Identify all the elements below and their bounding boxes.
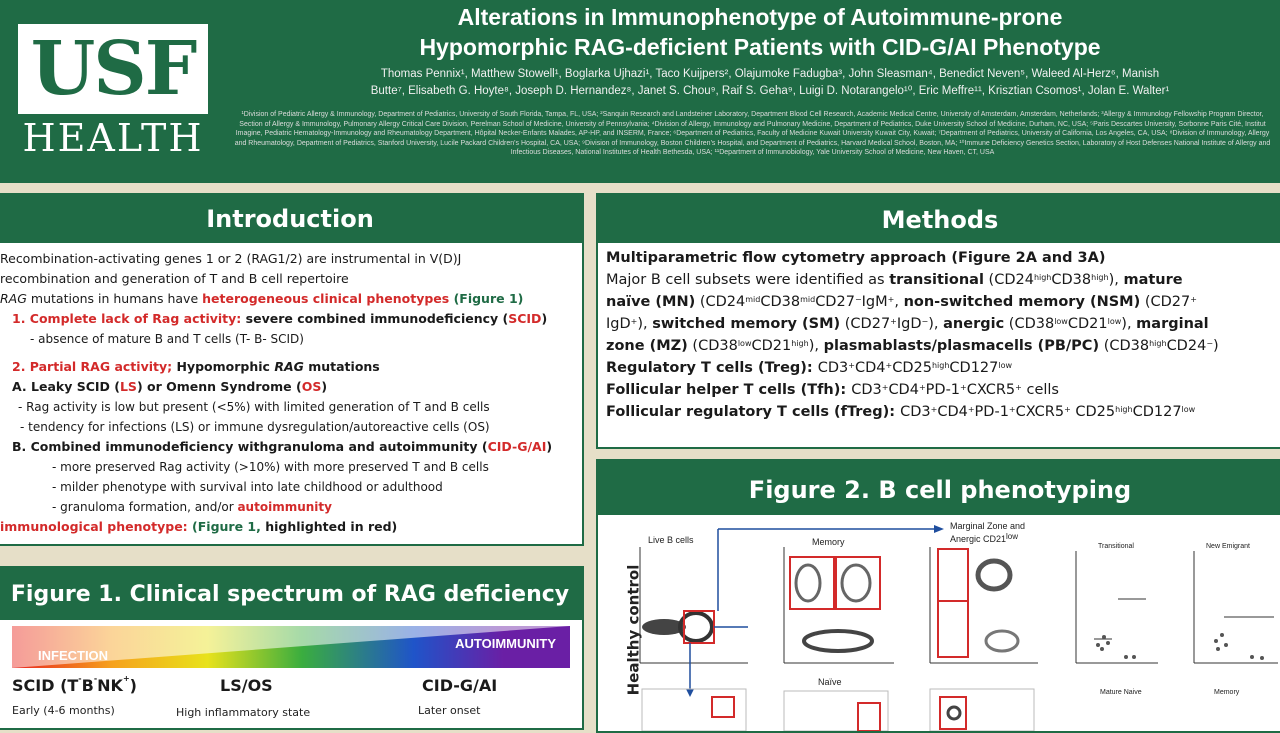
intro-highlight: heterogeneous clinical phenotypes bbox=[202, 291, 450, 306]
superscript: high bbox=[791, 339, 809, 348]
superscript: - bbox=[93, 674, 98, 683]
subset-name: anergic bbox=[943, 316, 1005, 332]
intro-line: - Rag activity is low but present (<5%) with limited generation of T and B cells bbox=[18, 400, 490, 414]
methods-text: ), bbox=[1108, 272, 1124, 288]
memory-label: Memory bbox=[812, 537, 845, 547]
figure-2-panel bbox=[596, 459, 1280, 733]
methods-text: PD-1 bbox=[974, 404, 1009, 420]
methods-text: ), bbox=[808, 338, 824, 354]
introduction-body bbox=[0, 243, 582, 537]
figure-2-heading: Figure 2. B cell phenotyping bbox=[598, 461, 1280, 515]
intro-text: highlighted in red) bbox=[265, 519, 398, 534]
plot-frame bbox=[642, 689, 746, 731]
subset-name: Follicular regulatory T cells (fTreg): bbox=[606, 404, 901, 420]
superscript: low bbox=[737, 339, 752, 348]
gate bbox=[940, 697, 966, 729]
intro-text: mutations bbox=[303, 359, 380, 374]
subset-name: non-switched memory (NSM) bbox=[903, 294, 1141, 310]
mz-label: Marginal Zone and bbox=[950, 521, 1026, 531]
intro-line bbox=[0, 377, 582, 397]
gate bbox=[938, 601, 968, 657]
superscript: + bbox=[960, 383, 967, 392]
intro-line bbox=[0, 517, 582, 537]
intro-highlight: immunological phenotype: bbox=[0, 519, 193, 534]
superscript: low bbox=[998, 361, 1013, 370]
intro-text: - granuloma formation, and/or bbox=[52, 500, 238, 514]
methods-text: CD25 bbox=[1070, 404, 1116, 420]
authors-line-2: Butte⁷, Elisabeth G. Hoyte⁸, Joseph D. Hernandez⁸, Janet S. Chou⁹, Raif S. Geha⁹, Luigi D. Notarangelo¹⁰, Eric Meffre¹¹, Krisztian Csomos¹, Jolan E. Walter¹ bbox=[370, 85, 1170, 97]
methods-text: CD25 bbox=[892, 360, 932, 376]
methods-line bbox=[606, 313, 1280, 335]
data-point bbox=[1260, 656, 1264, 660]
transitional-dotplot bbox=[1076, 551, 1158, 663]
superscript: high bbox=[1091, 273, 1109, 282]
methods-text: (CD27 bbox=[840, 316, 891, 332]
scid-onset: Early (4-6 months) bbox=[12, 704, 115, 717]
intro-highlight: autoimmunity bbox=[237, 500, 332, 514]
methods-panel bbox=[596, 193, 1280, 449]
methods-text: (CD24 bbox=[983, 272, 1034, 288]
methods-text: IgD bbox=[896, 316, 922, 332]
methods-text: IgD bbox=[606, 316, 631, 332]
superscript: + bbox=[887, 295, 895, 304]
superscript: − bbox=[854, 295, 862, 304]
methods-line bbox=[606, 335, 1280, 357]
live-b-plot bbox=[640, 525, 944, 697]
methods-line bbox=[606, 269, 1280, 291]
cell-population bbox=[804, 631, 872, 651]
logo-usf-text: USF bbox=[30, 26, 196, 112]
subset-name: plasmablasts/plasmacells (PB/PC) bbox=[823, 338, 1100, 354]
intro-line: recombination and generation of T and B cell repertoire bbox=[0, 271, 349, 286]
figure-ref: (Figure 1, bbox=[192, 519, 266, 534]
methods-line bbox=[606, 357, 1280, 379]
superscript: high bbox=[1115, 405, 1133, 414]
methods-text: (CD38 bbox=[1099, 338, 1150, 354]
mature-naive-label: Mature Naive bbox=[1100, 689, 1142, 696]
intro-line: Recombination-activating genes 1 or 2 (RAG1/2) are instrumental in V(D)J bbox=[0, 251, 462, 266]
intro-text: RAG bbox=[274, 359, 304, 374]
cell-population bbox=[842, 565, 870, 601]
methods-text: CD24 bbox=[1166, 338, 1207, 354]
intro-text: RAG bbox=[0, 291, 27, 306]
subset-name: naïve (MN) bbox=[606, 294, 696, 310]
intro-text: A. Leaky SCID ( bbox=[12, 379, 120, 394]
superscript: + bbox=[1015, 383, 1022, 392]
author-list bbox=[300, 66, 1240, 100]
intro-text: Hypomorphic bbox=[176, 359, 275, 374]
subset-name: Follicular helper T cells (Tfh): bbox=[606, 382, 852, 398]
poster-header bbox=[0, 0, 1280, 183]
plot-frame bbox=[784, 691, 888, 731]
clinical-spectrum-gradient bbox=[12, 626, 570, 668]
superscript: − bbox=[1206, 339, 1214, 348]
plot-frame bbox=[930, 689, 1034, 731]
intro-text: severe combined immunodeficiency ( bbox=[245, 311, 509, 326]
gate bbox=[712, 697, 734, 717]
intro-text: B. Combined immunodeficiency withgranuloma and autoimmunity ( bbox=[12, 439, 488, 454]
subset-name: transitional bbox=[889, 272, 984, 288]
superscript: + bbox=[122, 674, 130, 683]
data-point bbox=[1220, 633, 1224, 637]
methods-text: , bbox=[894, 294, 904, 310]
superscript: + bbox=[630, 317, 638, 326]
poster-title bbox=[260, 2, 1260, 62]
data-point bbox=[1216, 647, 1220, 651]
methods-text: CD4 bbox=[854, 360, 886, 376]
superscript: + bbox=[848, 361, 855, 370]
intro-line bbox=[0, 309, 582, 329]
category-text: B bbox=[81, 676, 94, 695]
methods-text: CXCR5 bbox=[1015, 404, 1065, 420]
data-point bbox=[1102, 635, 1106, 639]
intro-line bbox=[0, 437, 582, 457]
superscript: high bbox=[931, 361, 950, 370]
superscript: + bbox=[1008, 405, 1016, 414]
intro-line bbox=[0, 497, 582, 517]
gate bbox=[858, 703, 880, 731]
superscript: high bbox=[1149, 339, 1167, 348]
superscript: mid bbox=[745, 295, 761, 304]
superscript: high bbox=[1033, 273, 1052, 282]
methods-text: (CD27 bbox=[1140, 294, 1191, 310]
title-line-2: Hypomorphic RAG-deficient Patients with CID-G/AI Phenotype bbox=[419, 34, 1101, 60]
data-point bbox=[1096, 643, 1100, 647]
figure-1-heading: Figure 1. Clinical spectrum of RAG deficiency bbox=[0, 568, 582, 620]
intro-text: ) bbox=[321, 379, 328, 394]
cell-population bbox=[986, 631, 1018, 651]
intro-text: mutations in humans have bbox=[26, 291, 203, 306]
infection-label: INFECTION bbox=[38, 648, 109, 663]
superscript: + bbox=[1064, 405, 1071, 414]
intro-line: - absence of mature B and T cells (T- B- SCID) bbox=[30, 332, 304, 346]
intro-line: - tendency for infections (LS) or immune dysregulation/autoreactive cells (OS) bbox=[20, 420, 490, 434]
intro-line: - milder phenotype with survival into late childhood or adulthood bbox=[52, 480, 443, 494]
methods-text: CD3 bbox=[817, 360, 849, 376]
intro-highlight: 2. Partial RAG activity; bbox=[12, 359, 177, 374]
naive-label: Naïve bbox=[818, 677, 842, 687]
cell-population bbox=[796, 565, 820, 601]
methods-text: ) bbox=[1213, 338, 1219, 354]
methods-body bbox=[598, 243, 1280, 423]
data-point bbox=[1132, 655, 1136, 659]
methods-text: (CD24 bbox=[695, 294, 746, 310]
data-point bbox=[1100, 647, 1104, 651]
methods-text: ), bbox=[637, 316, 653, 332]
superscript: low bbox=[1054, 317, 1068, 326]
methods-text: CD4 bbox=[937, 404, 968, 420]
methods-text: CXCR5 bbox=[966, 382, 1016, 398]
title-line-1: Alterations in Immunophenotype of Autoimmune-prone bbox=[457, 4, 1063, 30]
live-b-cells-label: Live B cells bbox=[648, 535, 694, 545]
methods-text: CD127 bbox=[949, 360, 999, 376]
methods-text: CD38 bbox=[760, 294, 801, 310]
ls-os-state: High inflammatory state bbox=[176, 706, 311, 719]
category-text: SCID (T bbox=[12, 676, 79, 695]
methods-text: (CD38 bbox=[687, 338, 738, 354]
methods-line bbox=[606, 379, 1280, 401]
methods-text: ), bbox=[928, 316, 944, 332]
intro-text: ) bbox=[541, 311, 548, 326]
data-point bbox=[1106, 641, 1110, 645]
intro-text: ) or Omenn Syndrome ( bbox=[136, 379, 302, 394]
arrow-head bbox=[686, 689, 694, 697]
figure-1-panel bbox=[0, 566, 584, 730]
intro-highlight: CID-G/AI bbox=[487, 439, 547, 454]
autoimmunity-label: AUTOIMMUNITY bbox=[455, 636, 556, 651]
superscript: + bbox=[918, 383, 926, 392]
superscript: + bbox=[890, 317, 897, 326]
superscript: − bbox=[921, 317, 929, 326]
intro-highlight: SCID bbox=[508, 311, 542, 326]
healthy-control-label: Healthy control bbox=[624, 564, 643, 696]
flow-cytometry-plots bbox=[598, 517, 1280, 731]
methods-text: CD127 bbox=[1132, 404, 1182, 420]
methods-text: CD3 bbox=[900, 404, 931, 420]
category-text: ) bbox=[129, 676, 137, 695]
subset-name: marginal bbox=[1136, 316, 1209, 332]
subset-name: zone (MZ) bbox=[606, 338, 688, 354]
cell-population bbox=[978, 561, 1010, 589]
methods-heading: Methods bbox=[598, 195, 1280, 243]
intro-text: ) bbox=[546, 439, 553, 454]
arrow-head bbox=[934, 525, 944, 533]
cid-onset: Later onset bbox=[418, 704, 481, 717]
methods-text: CD3 bbox=[851, 382, 882, 398]
superscript: + bbox=[1190, 295, 1197, 304]
affiliations: ¹Division of Pediatric Allergy & Immunology, Department of Pediatrics, University of South Florida, Tampa, FL, USA; ²Sanquin Research and Landsteiner Laboratory, Department Blood Cell Research, Academic Medical Centre, University of Amsterdam, Amsterdam, Netherlands; ³Allergy & Immunology Fellowship Program Director, Section of Allergy & Immunology, Pulmonary Allergy Critical Care Division, Perelman School of Medicine, University of Pennsylvania; ⁴Division of Allergy, Immunology and Pulmonary Medicine, Department of Pediatrics, Duke University School of Medicine, Durham, NC, USA; ⁵Paris Descartes University, Sorbonne Paris Cité, Institut Imagine, Pediatric Hematology-Immunology and Rheumatology Department, Hôpital Necker-Enfants Malades, AP-HP, and INSERM, France; ⁶Department of Pediatrics, Faculty of Medicine Kuwait University Kuwait City, Kuwait; ⁷Department of Pediatrics, University of California, Los Angeles, CA, USA; ⁸Division of Immunology, Allergy and Rheumatology, Department of Pediatrics, Stanford University, Lucile Packard Children's Hospital, CA, USA; ⁹Division of Immunology, Boston Children's Hospital, and Department of Pediatrics, Harvard Medical School, Boston, MA; ¹⁰Immune Deficiency Genetics Section, Laboratory of Host Defenses National Institute of Allergy and Infectious Diseases, National Institutes of Health Bethesda, USA; ¹¹Department of Immunobiology, Yale University School of Medicine, New Haven, CT, USA bbox=[234, 111, 1271, 157]
methods-text: (CD38 bbox=[1004, 316, 1055, 332]
intro-line bbox=[0, 289, 582, 309]
authors-line-1: Thomas Pennix¹, Matthew Stowell¹, Boglarka Ujhazi¹, Taco Kuijpers², Olajumoke Fadugba³, John Sleasman⁴, Benedict Neven⁵, Waleed Al-Herz⁶, Manish bbox=[380, 68, 1160, 80]
methods-text: CD4 bbox=[888, 382, 919, 398]
methods-text: CD27 bbox=[815, 294, 855, 310]
methods-text: PD-1 bbox=[925, 382, 961, 398]
data-point bbox=[1224, 643, 1228, 647]
memory-plot bbox=[784, 547, 894, 663]
superscript: low bbox=[1107, 317, 1122, 326]
subset-name: switched memory (SM) bbox=[652, 316, 841, 332]
intro-highlight: 1. Complete lack of Rag activity: bbox=[12, 311, 246, 326]
superscript: low bbox=[1006, 532, 1019, 541]
data-point bbox=[1214, 639, 1218, 643]
superscript: mid bbox=[800, 295, 816, 304]
introduction-heading: Introduction bbox=[0, 195, 582, 243]
category-scid bbox=[12, 676, 137, 695]
figure-ref: (Figure 1) bbox=[449, 291, 524, 306]
data-point bbox=[1124, 655, 1128, 659]
superscript: + bbox=[930, 405, 938, 414]
methods-line bbox=[606, 291, 1280, 313]
methods-text: CD38 bbox=[1051, 272, 1092, 288]
category-cid-g-ai: CID-G/AI bbox=[422, 676, 498, 695]
methods-text: cells bbox=[1021, 382, 1059, 398]
category-ls-os: LS/OS bbox=[220, 676, 273, 695]
introduction-panel bbox=[0, 193, 584, 546]
anergic-text: Anergic CD21 bbox=[950, 534, 1007, 544]
transitional-label: Transitional bbox=[1098, 543, 1134, 550]
logo-health-text: HEALTH bbox=[22, 116, 204, 160]
methods-text: Major B cell subsets were identified as bbox=[606, 272, 890, 288]
cell-population bbox=[948, 707, 960, 719]
superscript: low bbox=[1181, 405, 1196, 414]
category-text: NK bbox=[97, 676, 123, 695]
intro-line bbox=[0, 357, 582, 377]
superscript: + bbox=[885, 361, 893, 370]
new-emigrant-label: New Emigrant bbox=[1206, 543, 1250, 550]
subset-name: Regulatory T cells (Treg): bbox=[606, 360, 818, 376]
figure-2-body bbox=[598, 517, 1280, 731]
subset-name: mature bbox=[1123, 272, 1183, 288]
usf-logo bbox=[18, 24, 208, 114]
methods-line bbox=[606, 401, 1280, 423]
data-point bbox=[1250, 655, 1254, 659]
methods-line: Multiparametric flow cytometry approach (Figure 2A and 3A) bbox=[606, 250, 1106, 266]
superscript: + bbox=[967, 405, 975, 414]
superscript: + bbox=[881, 383, 889, 392]
marginal-zone-plot bbox=[930, 547, 1038, 663]
methods-text: IgM bbox=[861, 294, 888, 310]
naive-plots-row bbox=[642, 689, 1034, 731]
intro-highlight: LS bbox=[119, 379, 137, 394]
superscript: - bbox=[78, 674, 82, 683]
methods-text: CD21 bbox=[751, 338, 792, 354]
methods-text: ), bbox=[1121, 316, 1137, 332]
intro-line: - more preserved Rag activity (>10%) with more preserved T and B cells bbox=[52, 460, 489, 474]
memory-plot-label: Memory bbox=[1214, 689, 1240, 696]
methods-text: CD21 bbox=[1067, 316, 1108, 332]
gate bbox=[938, 549, 968, 601]
intro-highlight: OS bbox=[301, 379, 322, 394]
new-emigrant-dotplot bbox=[1194, 551, 1278, 663]
